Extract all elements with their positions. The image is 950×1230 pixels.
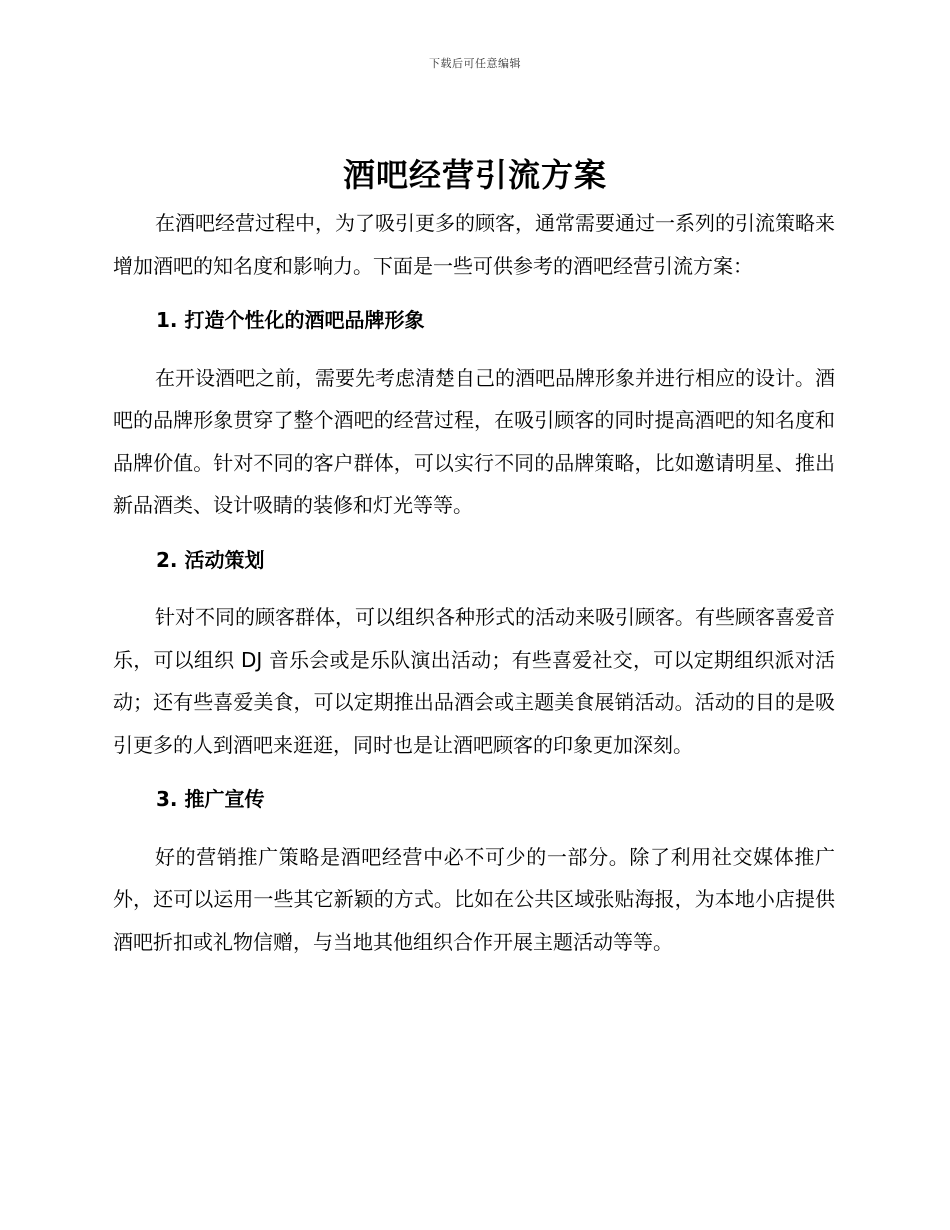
section-body-3: 好的营销推广策略是酒吧经营中必不可少的一部分。除了利用社交媒体推广外，还可以运用一些其它新颖的方式。比如在公共区域张贴海报，为本地小店提供酒吧折扣或礼物信赠，与当地其他组织合作开展主题活动等等。 — [113, 844, 835, 954]
section-heading-3: 3. 推广宣传 — [156, 787, 265, 811]
section-body-2: 针对不同的顾客群体，可以组织各种形式的活动来吸引顾客。有些顾客喜爱音乐，可以组织 DJ 音乐会或是乐队演出活动；有些喜爱社交，可以定期组织派对活动；还有些喜爱美食，可以定期推出品酒会或主题美食展销活动。活动的目的是吸引更多的人到酒吧来逛逛，同时也是让酒吧顾客的印象更加深刻。 — [113, 605, 835, 757]
header-note: 下载后可任意编辑 — [429, 57, 521, 70]
section-heading-1: 1. 打造个性化的酒吧品牌形象 — [156, 308, 425, 332]
intro-paragraph: 在酒吧经营过程中，为了吸引更多的顾客，通常需要通过一系列的引流策略来增加酒吧的知名度和影响力。下面是一些可供参考的酒吧经营引流方案： — [113, 211, 835, 278]
section-heading-2: 2. 活动策划 — [156, 547, 265, 572]
document-title: 酒吧经营引流方案 — [342, 156, 607, 194]
document-body — [113, 202, 835, 963]
section-body-1: 在开设酒吧之前，需要先考虑清楚自己的酒吧品牌形象并进行相应的设计。酒吧的品牌形象贯穿了整个酒吧的经营过程，在吸引顾客的同时提高酒吧的知名度和品牌价值。针对不同的客户群体，可以实行不同的品牌策略，比如邀请明星、推出新品酒类、设计吸睛的装修和灯光等等。 — [113, 365, 835, 517]
